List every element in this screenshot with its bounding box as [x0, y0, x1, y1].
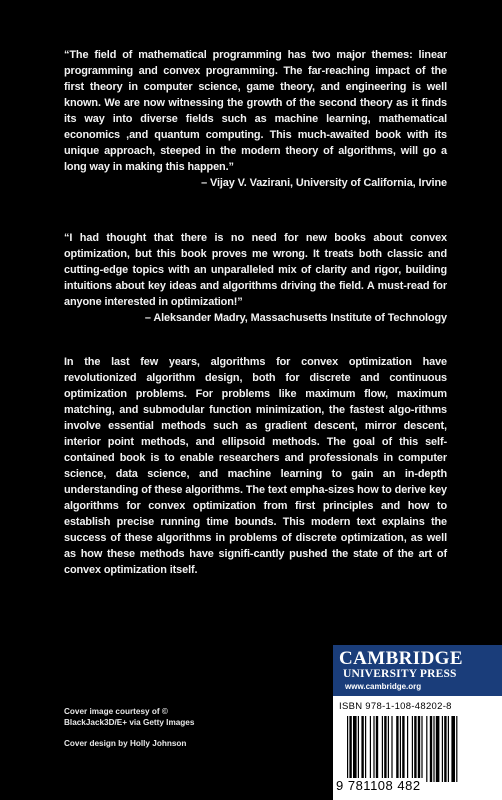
barcode-bar	[451, 716, 455, 782]
barcode-bar	[400, 716, 401, 782]
barcode-bar	[373, 716, 374, 782]
endorsement-quote-vazirani	[64, 47, 447, 191]
quote-text: “I had thought that there is no need for new books about convex optimization, but this book proves me wrong. It treats both classic and cutting-edge topics with an unparalleled mix of clarity and rigor, building intuitions about key ideas and algorithms driving the field. A must-read for anyone interested in optimization!”	[64, 232, 447, 308]
barcode-bar	[418, 716, 420, 782]
publisher-subname: UNIVERSITY PRESS	[343, 668, 457, 680]
publisher-name: CAMBRIDGE	[339, 648, 463, 669]
barcode-bar	[436, 716, 440, 782]
barcode-digits: 9 781108 482	[336, 778, 421, 793]
image-credit-line-1: Cover image courtesy of ©	[64, 707, 168, 716]
barcode-bar	[412, 716, 413, 782]
barcode-bar	[421, 716, 422, 782]
barcode-bar	[361, 716, 363, 782]
endorsement-quote-madry	[64, 230, 447, 326]
barcode-bar	[358, 716, 359, 782]
quote-attribution: – Aleksander Madry, Massachusetts Institute of Technology	[144, 312, 447, 324]
publisher-url: www.cambridge.org	[345, 682, 422, 691]
barcode-bar	[442, 716, 443, 782]
barcode-bar	[365, 716, 366, 782]
isbn-barcode	[333, 696, 502, 800]
barcode-bar	[384, 716, 386, 782]
barcode-bar	[426, 716, 427, 782]
barcode-bar	[414, 716, 416, 782]
barcode-graphic	[347, 716, 492, 782]
barcode-bar	[353, 716, 357, 782]
barcode-bar	[376, 716, 378, 782]
barcode-bar	[444, 716, 446, 782]
barcode-bar	[347, 716, 348, 782]
barcode-bar	[402, 716, 404, 782]
barcode-bar	[433, 716, 434, 782]
barcode-bar	[456, 716, 457, 782]
cover-credits	[64, 706, 284, 749]
book-description: In the last few years, algorithms for convex optimization have revolutionized algorithm design, both for discrete and continuous optimization problems. For problems like maximum flow, maximum matching, and submodular function minimization, the fastest algo-rithms involve essential methods such as gradient descent, mirror descent, interior point methods, and ellipsoid methods. The goal of this self-contained book is to enable researchers and professionals in computer science, data science, and machine learning to gain an in-depth understanding of these algorithms. The text empha-sizes how to derive key algorithms for convex optimization from first principles and how to establish precise running time bounds. This modern text explains the success of these algorithms in problems of discrete optimization, as well as how these methods have signifi-cantly pushed the state of the art of convex optimization itself.	[64, 356, 447, 576]
barcode-bar	[349, 716, 351, 782]
barcode-bar	[448, 716, 449, 782]
quote-attribution: – Vijay V. Vazirani, University of California, Irvine	[201, 177, 447, 189]
isbn-label: ISBN 978-1-108-48202-8	[339, 701, 452, 712]
barcode-bar	[430, 716, 432, 782]
barcode-bar	[407, 716, 408, 782]
design-credit: Cover design by Holly Johnson	[64, 739, 187, 748]
barcode-bar	[388, 716, 389, 782]
barcode-bar	[396, 716, 398, 782]
barcode-bar	[382, 716, 383, 782]
barcode-bar	[370, 716, 371, 782]
publisher-logo	[333, 645, 502, 696]
quote-text: “The field of mathematical programming has two major themes: linear programming and convex programming. The far-reaching impact of the first theory in computer science, game theory, and engineering is well known. We are now witnessing the growth of the second theory as it finds its way into diverse fields such as machine learning, mathematical economics ,and quantum computing. This much-awaited book with its unique approach, steeped in the modern theory of algorithms, will go a long way in making this happen.”	[64, 49, 447, 173]
barcode-bar	[391, 716, 392, 782]
image-credit-line-2: BlackJack3D/E+ via Getty Images	[64, 718, 195, 727]
